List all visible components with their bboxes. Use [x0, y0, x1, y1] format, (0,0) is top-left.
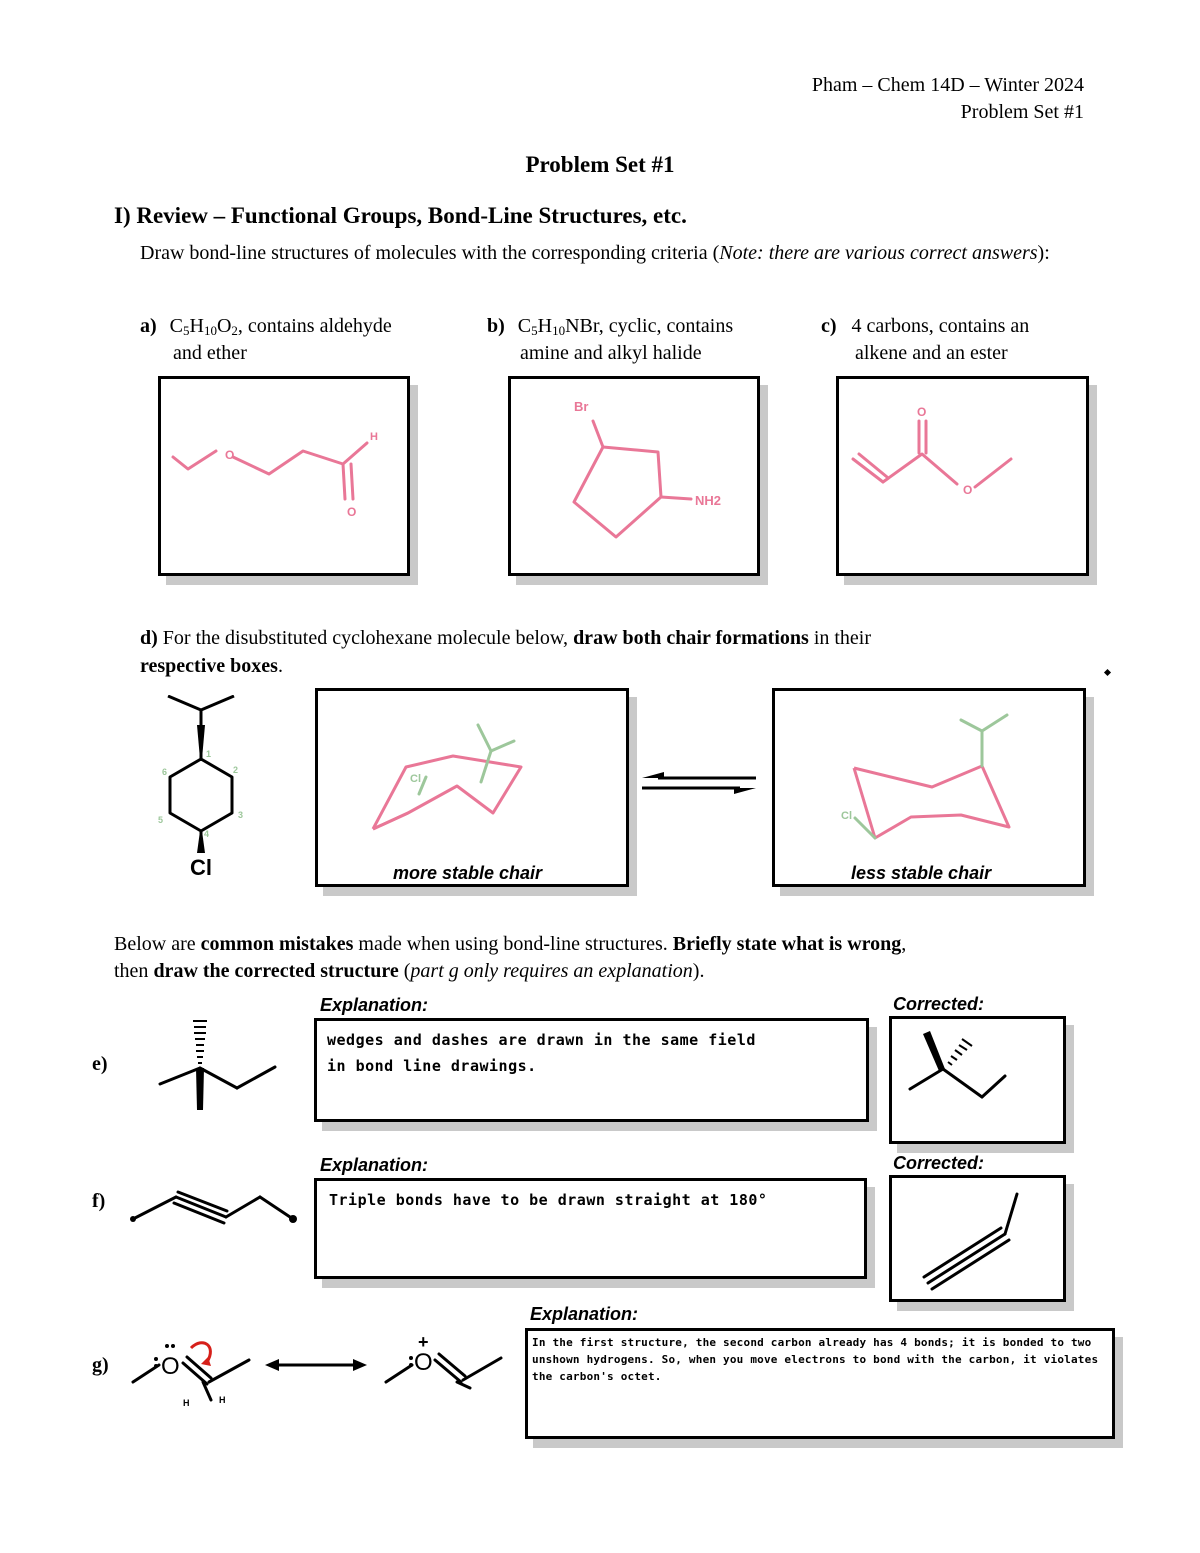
less-stable-caption: less stable chair: [851, 863, 992, 883]
header-course: Pham – Chem 14D – Winter 2024: [811, 74, 1084, 96]
structure-c-drawing: [839, 379, 1092, 579]
equilibrium-arrows: [640, 768, 758, 798]
mistake-e-structure: [150, 1015, 285, 1115]
chair2-cl: Cl: [841, 810, 852, 822]
structure-b-drawing: [511, 379, 763, 579]
atom-o-ether: O: [963, 483, 973, 497]
g-oxygen-2: O: [414, 1349, 433, 1376]
ring-number-4: 4: [204, 829, 210, 839]
chair-box-more-stable[interactable]: [315, 688, 629, 887]
section-heading: I) Review – Functional Groups, Bond-Line Structures, etc.: [114, 203, 687, 228]
cyclohexane-molecule: [140, 695, 260, 885]
part-f-label: f): [92, 1190, 106, 1212]
course-header: [812, 72, 1084, 126]
part-b-prompt: b) $C_5H_{10}NBr$, cyclic, contains amine and alkyl halide: [487, 315, 734, 364]
f-explanation-box[interactable]: [314, 1178, 867, 1279]
g-oxygen-1: O: [161, 1353, 180, 1380]
f-corrected-box[interactable]: [889, 1175, 1066, 1302]
g-h1: H: [183, 1398, 190, 1408]
part-g-label: g): [92, 1354, 109, 1376]
ring-number-6: 6: [162, 767, 168, 777]
f-explanation-title: Explanation:: [320, 1155, 429, 1175]
e-corrected-box[interactable]: [889, 1016, 1066, 1144]
answer-box-c[interactable]: [836, 376, 1089, 576]
instruction-note: Note: there are various correct answers: [719, 242, 1038, 264]
e-explanation-box[interactable]: [314, 1018, 869, 1122]
e-corrected-title: Corrected:: [893, 994, 985, 1014]
g-explanation-text: In the first structure, the second carbon already has 4 bonds; it is bonded to two unshown hydrogens. So, when you move electrons to bond with the carbon, it violates the carbon's octet.: [532, 1336, 1099, 1383]
g-explanation-title: Explanation:: [530, 1304, 639, 1324]
instruction: Draw bond-line structures of molecules with the corresponding criteria (Note: there are various correct answers):: [140, 242, 1050, 264]
ring-number-2: 2: [233, 765, 239, 775]
atom-o-carbonyl: O: [917, 405, 927, 419]
stray-mark: [1104, 669, 1111, 676]
part-e-label: e): [92, 1053, 108, 1075]
part-c-prompt: c) 4 carbons, contains an alkene and an ester: [821, 315, 1030, 364]
f-corrected-structure: [892, 1178, 1069, 1305]
f-explanation-text: Triple bonds have to be drawn straight at 180°: [329, 1191, 768, 1209]
part-d-prompt: d) For the disubstituted cyclohexane molecule below, draw both chair formations in their respective boxes.: [140, 627, 872, 677]
more-stable-chair-drawing: [318, 691, 632, 890]
e-explanation-title: Explanation:: [320, 995, 429, 1015]
g-h2: H: [219, 1395, 226, 1405]
chair1-cl: Cl: [410, 773, 421, 785]
structure-a-drawing: [161, 379, 413, 579]
e-explanation-text: wedges and dashes are drawn in the same field in bond line drawings.: [327, 1031, 756, 1075]
atom-nh2: NH2: [695, 493, 722, 508]
g-explanation-box[interactable]: [525, 1328, 1115, 1439]
cl-label: Cl: [190, 855, 212, 880]
mistake-g-resonance: [125, 1330, 515, 1410]
atom-br: Br: [574, 399, 589, 414]
e-corrected-structure: [892, 1019, 1069, 1147]
mistake-f-structure: [128, 1182, 303, 1227]
ring-number-1: 1: [206, 749, 212, 759]
answer-box-b[interactable]: [508, 376, 760, 576]
atom-o-carbonyl: O: [347, 505, 357, 519]
mistakes-intro: Below are common mistakes made when using bond-line structures. Briefly state what is wrong, then draw the corrected structure (part g only requires an explanation).: [114, 933, 907, 982]
chair-box-less-stable[interactable]: [772, 688, 1086, 887]
answer-box-a[interactable]: [158, 376, 410, 576]
atom-o-ether: O: [225, 448, 235, 462]
more-stable-caption: more stable chair: [393, 863, 543, 883]
atom-h: H: [370, 431, 378, 443]
ring-number-5: 5: [158, 815, 164, 825]
ring-number-3: 3: [238, 810, 244, 820]
page-title: Problem Set #1: [525, 152, 675, 177]
less-stable-chair-drawing: [775, 691, 1089, 890]
header-problem-set: Problem Set #1: [960, 101, 1084, 123]
g-plus-charge: +: [418, 1332, 429, 1352]
part-a-prompt: a) $C_5H_{10}O_2$, contains aldehyde and ether: [140, 315, 392, 364]
f-corrected-title: Corrected:: [893, 1153, 985, 1173]
